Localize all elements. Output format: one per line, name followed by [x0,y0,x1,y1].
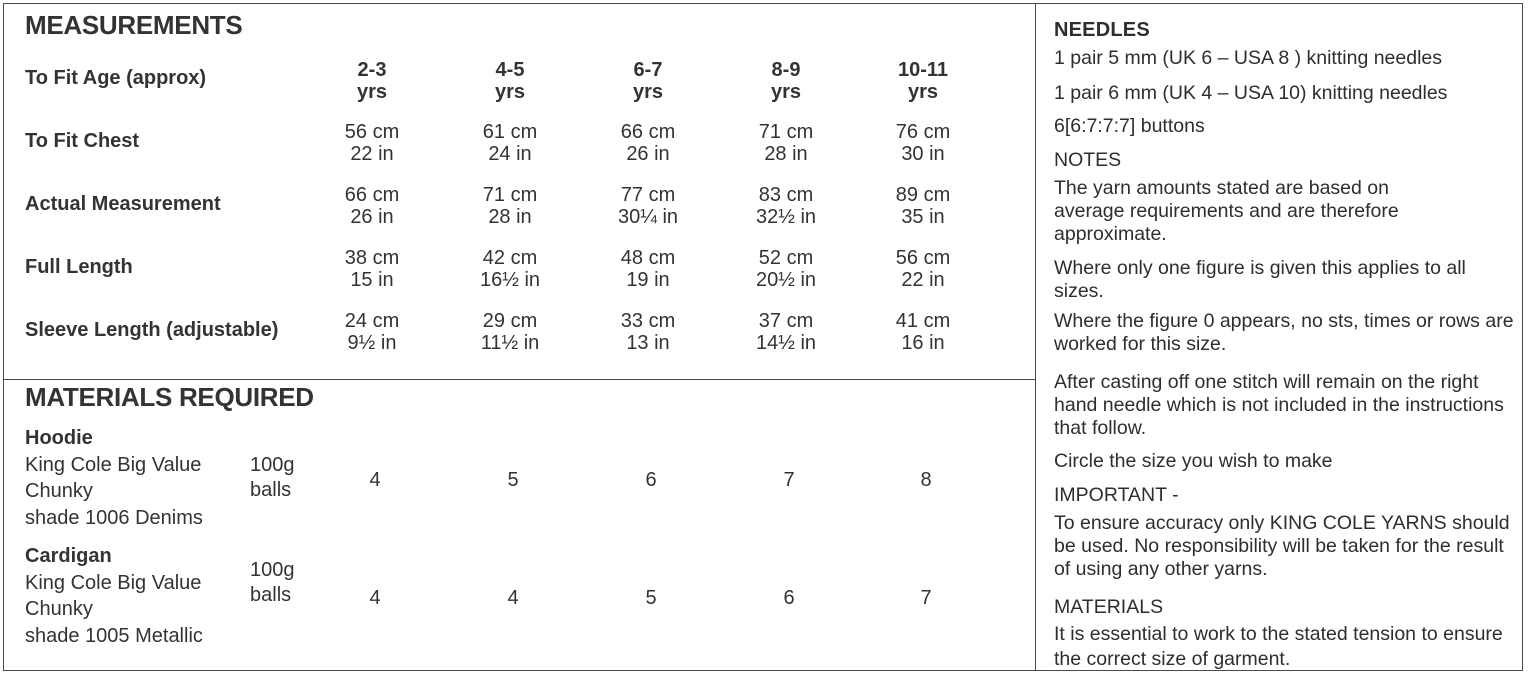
column-divider [1035,3,1036,671]
row-label: Actual Measurement [25,193,221,215]
measurement-cell: 83 cm 32½ in [755,184,817,228]
material-quantity: 6 [645,469,657,491]
size-header: 8-9 yrs [770,59,802,103]
material-line: shade 1005 Metallic [25,625,203,647]
material-line: Chunky [25,480,93,502]
measurement-cell: 42 cm 16½ in [479,247,541,291]
measurement-cell: 77 cm 30¼ in [617,184,679,228]
measurement-cell: 71 cm 28 in [482,184,538,228]
row-label: Sleeve Length (adjustable) [25,319,279,341]
notes-paragraph: Where only one figure is given this applies to all sizes. [1054,257,1466,302]
material-quantity: 4 [369,469,381,491]
measurement-cell: 41 cm 16 in [895,310,951,354]
needles-heading: NEEDLES [1054,19,1150,41]
material-unit: 100g balls [250,454,295,501]
material-line: King Cole Big Value [25,572,202,594]
material-quantity: 4 [507,587,519,609]
measurement-cell: 48 cm 19 in [620,247,676,291]
buttons-line: 6[6:7:7:7] buttons [1054,115,1205,137]
size-header: 6-7 yrs [632,59,664,103]
measurement-cell: 29 cm 11½ in [480,310,540,354]
materials-heading: MATERIALS REQUIRED [25,382,314,412]
material-quantity: 5 [645,587,657,609]
material-line: shade 1006 Denims [25,507,203,529]
measurement-cell: 89 cm 35 in [895,184,951,228]
material-unit: 100g balls [250,559,295,606]
measurements-heading: MEASUREMENTS [25,10,243,40]
section-divider [3,379,1036,380]
measurement-cell: 61 cm 24 in [482,121,538,165]
material-line: Chunky [25,598,93,620]
measurement-cell: 66 cm 26 in [620,121,676,165]
important-paragraph: To ensure accuracy only KING COLE YARNS should be used. No responsibility will be taken for the result of using any other yarns. [1054,512,1510,580]
circle-size-note: Circle the size you wish to make [1054,450,1333,472]
needles-section [1054,19,1519,42]
row-label: Full Length [25,256,133,278]
notes-paragraph: The yarn amounts stated are based on average requirements and are therefore approximate. [1054,177,1399,245]
age-label: To Fit Age (approx) [25,67,207,89]
measurement-cell: 66 cm 26 in [344,184,400,228]
notes-paragraph: Where the figure 0 appears, no sts, times or rows are worked for this size. [1054,310,1514,355]
size-header: 2-3 yrs [356,59,388,103]
size-header: 10-11 yrs [897,59,949,103]
measurement-cell: 76 cm 30 in [895,121,951,165]
material-quantity: 8 [920,469,932,491]
notes-paragraph: After casting off one stitch will remain on the right hand needle which is not included in the instructions that follow. [1054,371,1504,439]
measurement-cell: 56 cm 22 in [895,247,951,291]
material-title: Hoodie [25,427,93,449]
size-header: 4-5 yrs [494,59,526,103]
important-heading: IMPORTANT - [1054,484,1179,506]
materials-note-paragraph: It is essential to work to the stated tension to ensure the correct size of garment. [1054,623,1503,670]
material-quantity: 4 [369,587,381,609]
material-quantity: 7 [783,469,795,491]
measurement-cell: 24 cm 9½ in [344,310,400,354]
needles-line: 1 pair 5 mm (UK 6 – USA 8 ) knitting needles [1054,47,1443,69]
material-quantity: 6 [783,587,795,609]
notes-heading: NOTES [1054,149,1122,171]
measurement-cell: 52 cm 20½ in [755,247,817,291]
measurement-cell: 56 cm 22 in [344,121,400,165]
materials-note-heading: MATERIALS [1054,596,1164,618]
material-title: Cardigan [25,545,112,567]
row-label: To Fit Chest [25,130,140,152]
material-quantity: 7 [920,587,932,609]
measurement-cell: 71 cm 28 in [758,121,814,165]
needles-line: 1 pair 6 mm (UK 4 – USA 10) knitting needles [1054,82,1448,104]
measurement-cell: 33 cm 13 in [620,310,676,354]
material-quantity: 5 [507,469,519,491]
material-line: King Cole Big Value [25,454,202,476]
measurement-cell: 37 cm 14½ in [755,310,817,354]
measurement-cell: 38 cm 15 in [344,247,400,291]
